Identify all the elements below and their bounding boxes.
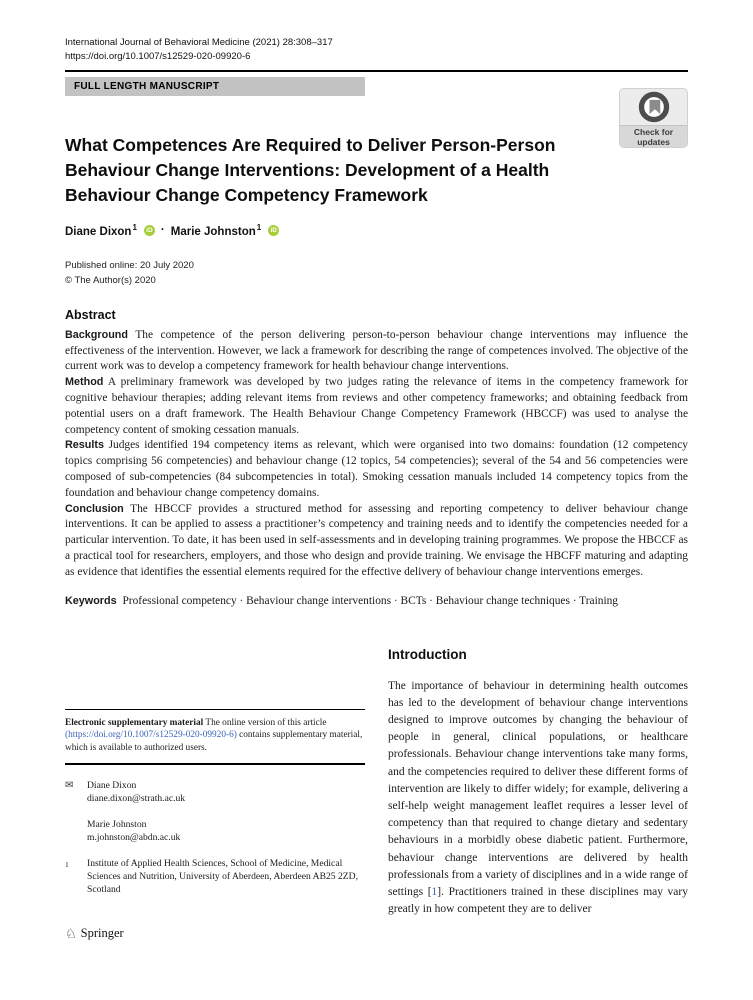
header-rule — [65, 70, 688, 72]
affiliation-entry — [65, 857, 365, 896]
citation-1-link[interactable]: 1 — [431, 886, 438, 899]
affiliation-text: Institute of Applied Health Sciences, School of Medicine, Medical Sciences and Nutrition, University of Aberdeen, Aberdeen AB25 2ZD, Scotland — [87, 857, 358, 895]
author-contact-entry — [65, 818, 365, 844]
author-name: Marie Johnston$^1$ — [170, 223, 262, 238]
abstract-heading: Abstract — [65, 307, 116, 322]
supplementary-material-note: Electronic supplementary material The online version of this article (https://doi.org/10.1007/s12529-020-09920-6) contains supplementary material, which is available to authorized users. — [65, 717, 363, 754]
published-online: Published online: 20 July 2020 — [65, 259, 194, 271]
author-separator: · — [160, 224, 165, 237]
affiliation-mark: 1 — [65, 859, 69, 869]
orcid-icon[interactable]: iD — [144, 225, 155, 236]
check-for-updates-label: Check for updates — [620, 125, 687, 147]
introduction-paragraph: The importance of behaviour in determining health outcomes has led to the development of behaviour change interventions designed to improve outcomes by changing the behaviour of people in general, clinical populations, or healthcare professionals. Behaviour change interventions take many forms, and the competencies required to deliver these different forms of intervention are likely to differ widely; for example, delivering a self-help weight management leaflet requires a lesser level of competency than that required to change dietary and sedentary behaviours in a morbidly obese diabetic patient. Furthermore, behaviour change interventions are delivered by health professionals from a variety of disciplines and in a wide range of settings [1]. Practitioners trained in these disciplines may vary greatly in how competent they are to deliver — [388, 679, 688, 916]
author-name: Diane Dixon$^1$ — [65, 223, 137, 238]
publisher-name: Springer — [80, 926, 124, 940]
publisher-footer — [65, 926, 124, 941]
orcid-icon[interactable]: iD — [268, 225, 279, 236]
envelope-icon: ✉ — [65, 779, 74, 791]
correspondence-email[interactable]: m.johnston@abdn.ac.uk — [87, 831, 181, 843]
keywords-line — [65, 595, 688, 607]
correspondence-name: Marie Johnston — [87, 818, 147, 830]
abstract-section-method: Method A preliminary framework was developed by two judges rating the relevance of items in the competency framework for cognitive behaviour therapies; adding relevant items from reviews and other competency frameworks; and obtaining feedback from potential users on a draft framework. The Health Behaviour Change Competency Framework (HBCCF) was used to analyse the competency content of smoking cessation manuals. — [65, 376, 689, 436]
check-for-updates-badge[interactable] — [619, 88, 688, 148]
keywords-text: Professional competency · Behaviour change interventions · BCTs · Behaviour change techniques · Training — [122, 594, 618, 607]
springer-logo-icon: ♘ — [65, 926, 77, 941]
keywords-label: Keywords — [65, 594, 117, 607]
introduction-heading: Introduction — [388, 646, 467, 662]
corresponding-author-entry — [65, 779, 365, 805]
correspondence-name: Diane Dixon — [87, 779, 137, 791]
supplementary-doi-link[interactable]: (https://doi.org/10.1007/s12529-020-09920-6) — [65, 730, 237, 741]
footnote-rule-bottom — [65, 763, 365, 765]
journal-header — [65, 0, 688, 63]
footnote-block — [65, 709, 365, 896]
journal-citation-line: International Journal of Behavioral Medicine (2021) 28:308–317 — [65, 37, 333, 48]
contact-spacer — [65, 818, 87, 844]
correspondence-email[interactable]: diane.dixon@strath.ac.uk — [87, 792, 186, 804]
article-title: What Competences Are Required to Deliver Person-Person Behaviour Change Interventions: Development of a Health Behaviour Change Competency Framework — [65, 135, 556, 205]
crossmark-logo-icon — [620, 89, 687, 125]
abstract-section-results: Results Judges identified 194 competency items as relevant, which were organised into two domains: foundation (12 competency topics comprising 56 competencies) and behaviour change (12 topics, 54 competencies); several of the 54 and 56 competencies were composed of sub-competencies (84 subcompetencies in total). Smoking cessation manuals included 14 competency topics from the foundation and behaviour change competency domains. — [65, 439, 688, 499]
right-column — [388, 647, 688, 919]
article-type-badge: FULL LENGTH MANUSCRIPT — [65, 77, 365, 96]
correspondence-block — [65, 779, 365, 844]
abstract-section-conclusion: Conclusion The HBCCF provides a structured method for assessing and reporting competency to deliver behaviour change interventions. It can be applied to assess a practitioner’s competency and training needs and to identify the competencies needed for a particular intervention. To date, it has been used in self-assessments and in developing training programmes. We propose the HBCCF as a practical tool for researchers, employers, and those who design and provide training. We envisage the HBCFF maturing and adapting as evidence that identifies the essential elements required for the effective delivery of behaviour change interventions emerges. — [65, 502, 688, 578]
author-list — [65, 223, 688, 238]
publication-info — [65, 258, 688, 288]
copyright-line: © The Author(s) 2020 — [65, 274, 156, 286]
doi-line: https://doi.org/10.1007/s12529-020-09920-6 — [65, 50, 251, 62]
abstract-section-background: Background The competence of the person delivering person-to-person behaviour change interventions may influence the effectiveness of the intervention. However, we lack a framework for describing the range of competences involved. The objective of the current work was to develop a competency framework for health behaviour change interventions. — [65, 328, 688, 373]
abstract-body — [65, 328, 688, 581]
left-column — [65, 647, 365, 919]
